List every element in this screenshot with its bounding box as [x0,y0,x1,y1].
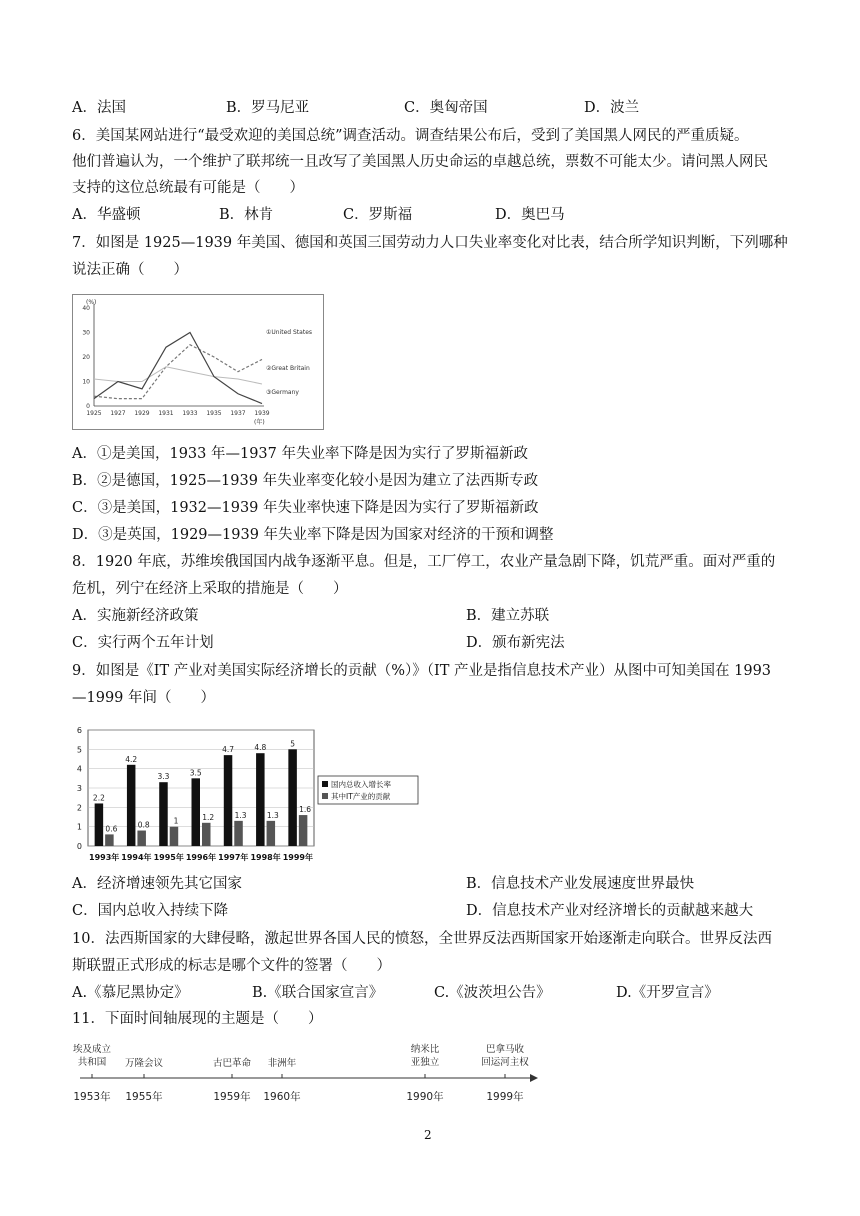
q9-option-d: D．信息技术产业对经济增长的贡献越来越大 [466,903,754,919]
q8-stem-line-1: 8．1920 年底，苏维埃俄国国内战争逐渐平息。但是，工厂停工，农业产量急剧下降，饥荒严重。面对严重的 [72,554,776,570]
q7-option-b: B．②是德国，1925—1939 年失业率变化较小是因为建立了法西斯专政 [72,473,539,489]
q7-stem-line-1: 7．如图是 1925—1939 年美国、德国和英国三国劳动力人口失业率变化对比表，结合所学知识判断，下列哪种 [72,235,788,251]
bar-it-contribution [299,815,308,846]
y-tick-label: 4 [76,764,82,774]
legend-label-1: ①United States [266,329,313,336]
x-tick-label: 1937 [230,410,246,417]
q8-option-a: A．实施新经济政策 [72,608,199,624]
q6-option-a: A．华盛顿 [72,207,141,223]
y-tick-label: 1 [76,822,82,832]
bar-it-contribution [267,821,276,846]
data-label: 3.3 [157,772,170,782]
x-tick-label: 1996年 [185,853,217,862]
q7-option-c: C．③是美国，1932—1939 年失业率快速下降是因为实行了罗斯福新政 [72,500,539,516]
q9-stem-line-1: 9．如图是《IT 产业对美国实际经济增长的贡献（%）》（IT 产业是指信息技术产业）从图中可知美国在 1993 [72,663,772,679]
q6-option-c: C．罗斯福 [343,207,413,223]
x-tick-label: 1933 [182,410,198,417]
bar-gdi-growth [159,782,168,846]
timeline-event-label: 亚独立 [410,1057,440,1068]
q6-stem-line-3: 支持的这位总统最有可能是（ ） [72,180,304,196]
q5-option-c: C．奥匈帝国 [404,100,488,116]
bar-it-contribution [234,821,243,846]
bar-gdi-growth [127,765,136,846]
x-tick-label: 1929 [134,410,150,417]
timeline-event-label: 古巴革命 [212,1058,252,1069]
x-tick-label: 1997年 [218,853,249,862]
q6-stem-line-1: 6．美国某网站进行“最受欢迎的美国总统”调查活动。调查结果公布后，受到了美国黑人网民的严重质疑。 [72,128,749,144]
timeline-year: 1955年 [125,1091,163,1103]
timeline-event-label: 巴拿马收 [485,1044,525,1055]
q5-option-b: B．罗马尼亚 [226,100,310,116]
timeline-arrow-icon [530,1074,538,1082]
timeline-event-label: 埃及成立 [72,1044,112,1055]
timeline-event-label: 纳米比 [410,1044,440,1055]
bar-gdi-growth [224,755,233,846]
q9-option-c: C．国内总收入持续下降 [72,903,229,919]
q7-option-a: A．①是美国，1933 年—1937 年失业率下降是因为实行了罗斯福新政 [72,446,528,462]
q5-option-d: D．波兰 [584,100,640,116]
bar-gdi-growth [288,749,297,846]
data-label: 1.3 [266,810,279,820]
data-label: 4.8 [254,743,267,753]
bar-gdi-growth [95,803,104,846]
legend-label: 国内总收入增长率 [331,780,391,789]
q8-option-c: C．实行两个五年计划 [72,635,214,651]
data-label: 0.6 [105,824,118,834]
data-label: 1.6 [299,805,312,815]
q10-option-b: B.《联合国家宣言》 [252,985,384,1001]
x-tick-label: 1927 [110,410,126,417]
q10-option-c: C.《波茨坦公告》 [434,985,551,1001]
it-contribution-bar-chart [72,722,422,868]
y-tick-label: 30 [82,329,90,337]
timeline-event-label: 万隆会议 [124,1058,164,1069]
timeline-year: 1990年 [406,1091,444,1103]
q6-option-d: D．奥巴马 [495,207,565,223]
timeline-year: 1960年 [263,1091,301,1103]
data-label: 3.5 [189,768,202,778]
data-label: 4.2 [125,754,138,764]
y-tick-label: 20 [82,354,90,361]
legend-swatch [322,793,328,799]
q6-option-b: B．林肯 [219,207,274,223]
q11-stem: 11．下面时间轴展现的主题是（ ） [72,1011,323,1027]
data-label: 1 [173,816,179,826]
x-tick-label: 1995年 [153,853,184,862]
line-chart-y-label: (%) [86,299,97,306]
q9-stem-line-2: —1999 年间（ ） [72,690,216,706]
q9-option-b: B．信息技术产业发展速度世界最快 [466,876,695,892]
x-tick-label: 1925 [86,410,102,417]
timeline-event-label: 非洲年 [267,1058,297,1069]
x-tick-label: 1931 [158,410,174,417]
y-tick-label: 10 [82,378,90,386]
y-tick-label: 6 [76,726,82,735]
bar-it-contribution [105,834,114,846]
bar-it-contribution [137,831,146,846]
q5-option-a: A．法国 [72,100,126,116]
legend-swatch [322,781,328,787]
q10-stem-line-1: 10．法西斯国家的大肆侵略，激起世界各国人民的愤怒，全世界反法西斯国家开始逐渐走向联合。世界反法西 [72,931,772,947]
y-tick-label: 0 [76,842,82,851]
data-label: 4.7 [222,745,235,755]
timeline-event-label: 共和国 [77,1057,107,1068]
timeline-year: 1999年 [486,1091,524,1103]
x-tick-label: 1939 [254,410,270,417]
timeline-year: 1953年 [73,1091,111,1103]
q10-option-d: D.《开罗宣言》 [616,985,719,1001]
q9-option-a: A．经济增速领先其它国家 [72,876,242,892]
q10-option-a: A.《慕尼黑协定》 [72,985,189,1001]
x-tick-label: 1994年 [121,853,152,862]
q8-option-d: D．颁布新宪法 [466,635,565,651]
q8-stem-line-2: 危机，列宁在经济上采取的措施是（ ） [72,581,348,597]
y-tick-label: 5 [76,745,82,755]
x-tick-label: 1935 [206,410,222,417]
q8-option-b: B．建立苏联 [466,608,550,624]
q10-stem-line-2: 斯联盟正式形成的标志是哪个文件的签署（ ） [72,958,391,974]
unemployment-line-chart [72,294,324,430]
y-tick-label: 2 [76,803,82,813]
x-tick-label: 1999年 [282,853,313,862]
bar-gdi-growth [256,753,265,846]
q7-option-d: D．③是英国，1929—1939 年失业率下降是因为国家对经济的干预和调整 [72,527,554,543]
page-number: 2 [424,1128,432,1142]
legend-label: 其中IT产业的贡献 [331,792,391,801]
bar-it-contribution [170,827,179,846]
q6-stem-line-2: 他们普遍认为，一个维护了联邦统一且改写了美国黑人历史命运的卓越总统，票数不可能太少。请问黑人网民 [72,154,768,170]
legend-label-3: ③Germany [266,389,299,396]
independence-timeline [72,1040,542,1112]
timeline-year: 1959年 [213,1091,251,1103]
y-tick-label: 40 [82,305,90,312]
bar-gdi-growth [192,778,201,846]
data-label: 1.3 [234,810,247,820]
bar-it-contribution [202,823,211,846]
legend-label-2: ②Great Britain [266,365,310,372]
data-label: 5 [290,739,295,749]
data-label: 2.2 [92,793,105,803]
data-label: 0.8 [137,820,150,830]
y-tick-label: 0 [86,403,90,410]
y-tick-label: 3 [76,784,82,793]
q7-stem-line-2: 说法正确（ ） [72,262,188,278]
timeline-event-label: 回运河主权 [481,1057,529,1068]
x-tick-label: 1993年 [89,853,120,862]
x-tick-label: 1998年 [250,853,281,862]
line-chart-x-label: (年) [254,419,265,426]
data-label: 1.2 [202,812,215,822]
